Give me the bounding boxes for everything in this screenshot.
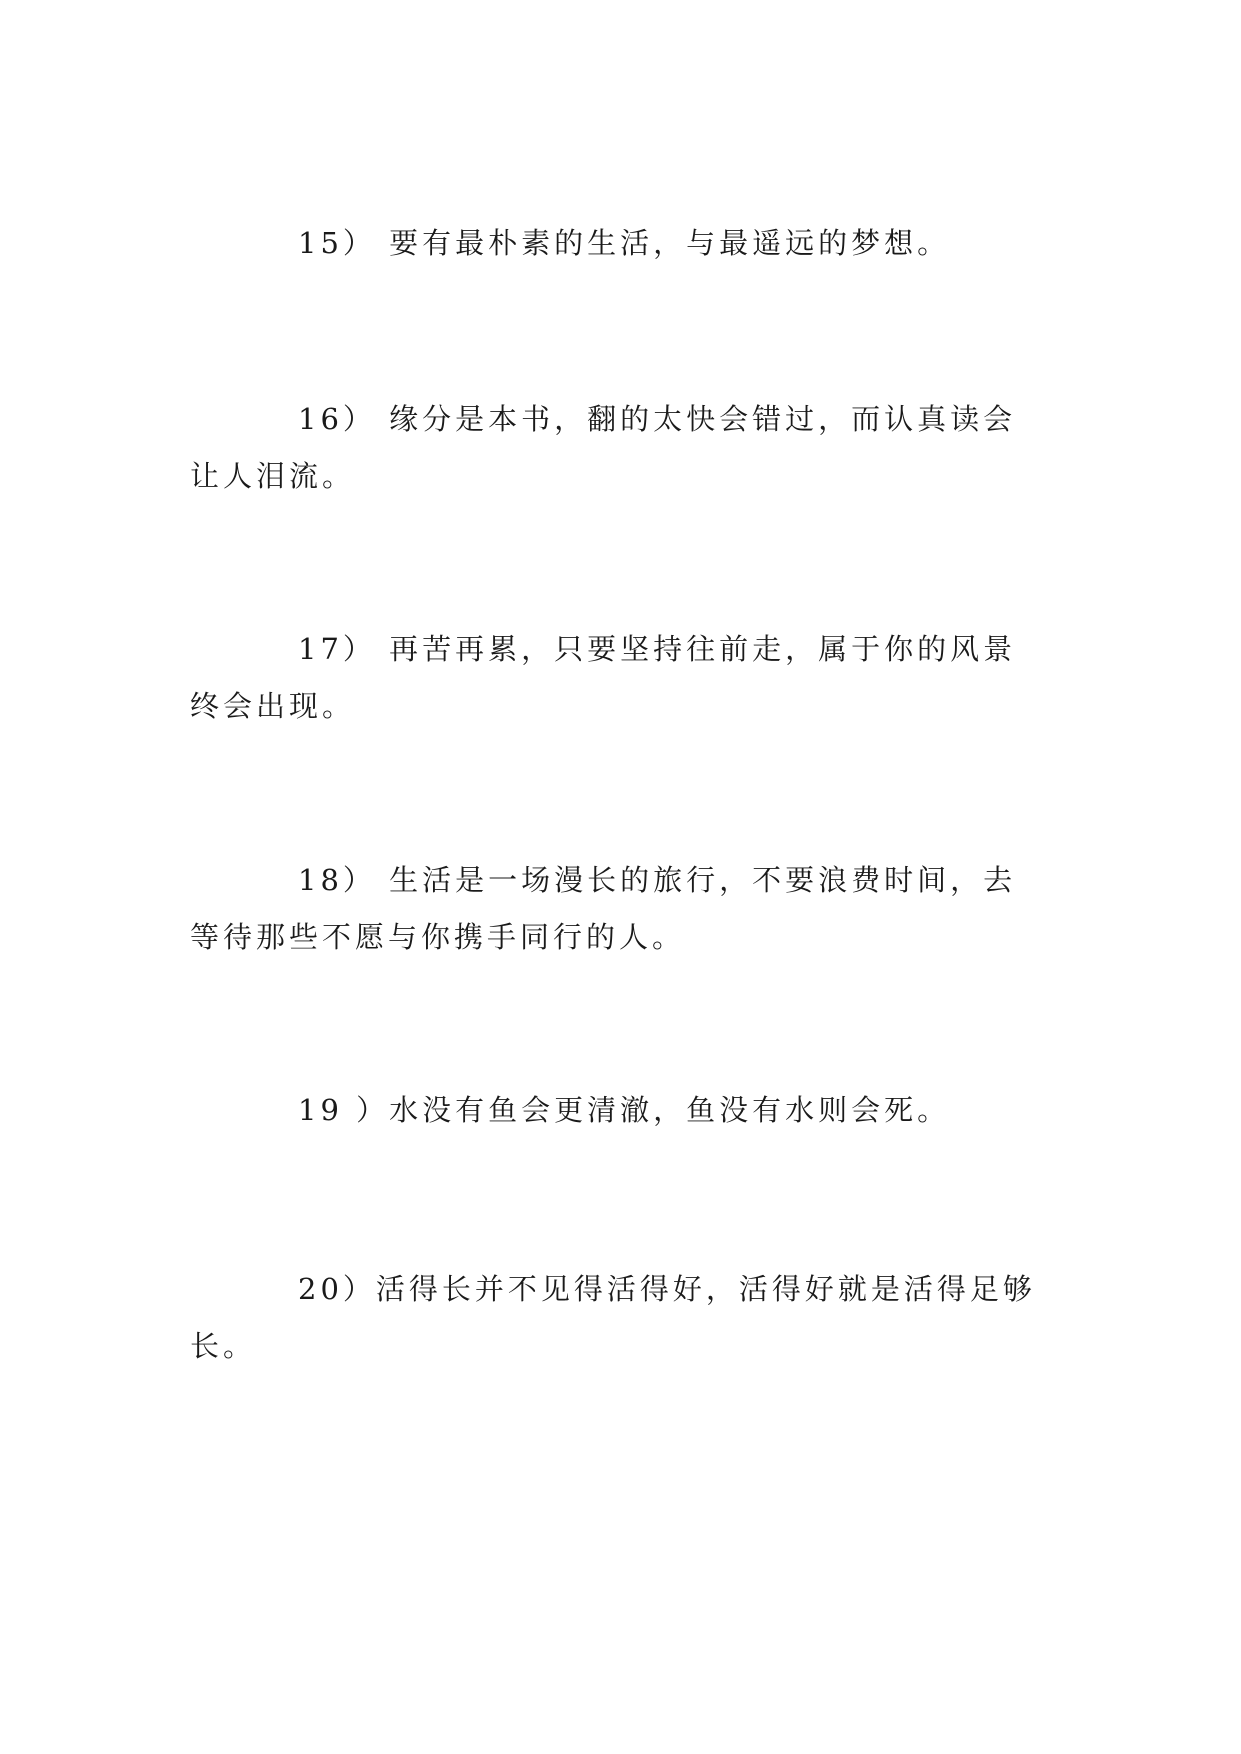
paragraph-15: 15） 要有最朴素的生活，与最遥远的梦想。	[298, 226, 951, 260]
paragraph-16: 16） 缘分是本书，翻的太快会错过，而认真读会让人泪流。	[190, 402, 1017, 493]
paragraph-20: 20）活得长并不见得活得好，活得好就是活得足够长。	[190, 1272, 1036, 1363]
paragraph-19: 19 ）水没有鱼会更清澈，鱼没有水则会死。	[298, 1093, 951, 1127]
paragraph-17: 17） 再苦再累，只要坚持往前走，属于你的风景终会出现。	[190, 632, 1017, 723]
paragraph-18: 18） 生活是一场漫长的旅行，不要浪费时间，去等待那些不愿与你携手同行的人。	[190, 863, 1017, 954]
